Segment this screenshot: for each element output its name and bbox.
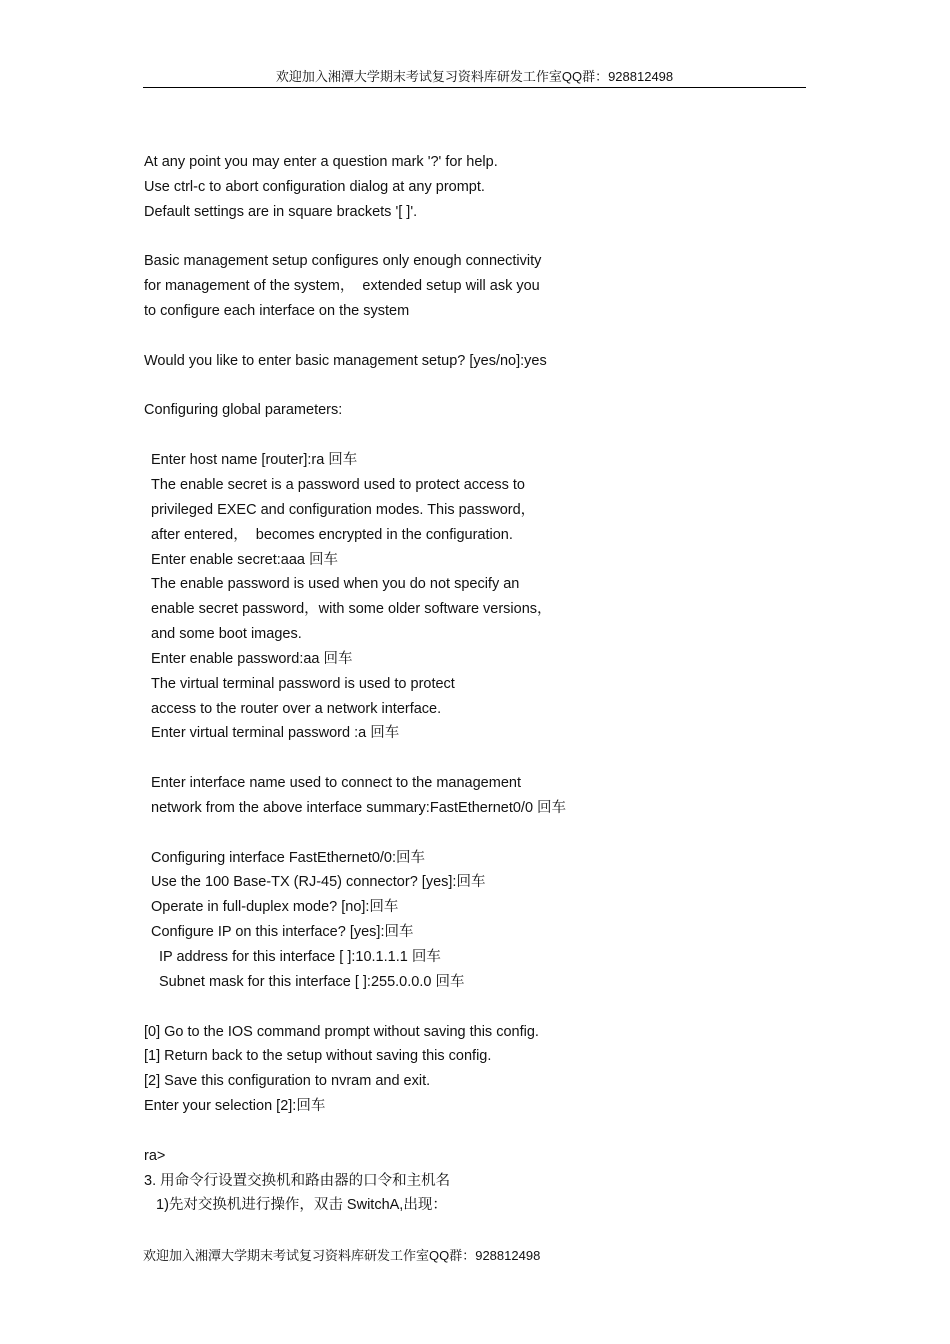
option-1: [1] Return back to the setup without saving this config. (144, 1048, 492, 1065)
password-enter-line: Enter enable password:aa 回车 (151, 650, 353, 667)
setup-prompt: Would you like to enter basic management setup? [yes/no]:yes (144, 352, 547, 369)
section-3-step-1: 1)先对交换机进行操作，双击 SwitchA,出现： (156, 1197, 447, 1214)
router-prompt: ra> (144, 1147, 166, 1164)
password-desc-3: and some boot images. (151, 626, 302, 643)
vty-enter-line: Enter virtual terminal password :a 回车 (151, 725, 400, 742)
blank-line (144, 995, 844, 1020)
blank-line (144, 821, 844, 846)
secret-desc-1: The enable secret is a password used to protect access to (151, 476, 525, 493)
mgmt-line-1: Enter interface name used to connect to the management (151, 775, 521, 792)
ip-address-line: IP address for this interface [ ]:10.1.1.1 回车 (159, 949, 441, 965)
iface-line-2: Use the 100 Base-TX (RJ-45) connector? [yes]:回车 (151, 874, 486, 891)
blank-line (144, 1119, 844, 1144)
page-header: 欢迎加入湘潭大学期末考试复习资料库研发工作室QQ群：928812498 (143, 67, 806, 88)
basic-line-3: to configure each interface on the system (144, 303, 410, 320)
intro-line-1: At any point you may enter a question mark '?' for help. (144, 154, 498, 170)
blank-line (144, 324, 844, 349)
blank-line (144, 746, 844, 771)
secret-desc-3: after entered， becomes encrypted in the configuration. (151, 526, 513, 543)
secret-desc-2: privileged EXEC and configuration modes. This password， (151, 501, 536, 518)
global-params-heading: Configuring global parameters: (144, 402, 343, 419)
iface-line-4: Configure IP on this interface? [yes]:回车 (151, 924, 414, 941)
secret-enter-line: Enter enable secret:aaa 回车 (151, 551, 338, 568)
subnet-mask-line: Subnet mask for this interface [ ]:255.0.0.0 回车 (159, 973, 465, 990)
section-3-title: 3. 用命令行设置交换机和路由器的口令和主机名 (144, 1172, 451, 1189)
selection-line: Enter your selection [2]:回车 (144, 1098, 326, 1115)
intro-line-2: Use ctrl-c to abort configuration dialog at any prompt. (144, 178, 485, 195)
page-footer: 欢迎加入湘潭大学期末考试复习资料库研发工作室QQ群：928812498 (143, 1248, 541, 1263)
blank-line (144, 225, 844, 250)
basic-line-2: for management of the system， extended setup will ask you (144, 278, 540, 295)
iface-line-3: Operate in full-duplex mode? [no]:回车 (151, 899, 399, 916)
intro-line-3: Default settings are in square brackets '[ ]'. (144, 203, 418, 220)
blank-line (144, 374, 844, 399)
password-desc-2: enable secret password，with some older software versions， (151, 601, 552, 618)
host-name-line: Enter host name [router]:ra 回车 (151, 452, 358, 469)
document-body (144, 150, 844, 1218)
option-0: [0] Go to the IOS command prompt without saving this config. (144, 1023, 539, 1040)
password-desc-1: The enable password is used when you do not specify an (151, 576, 520, 593)
vty-desc-1: The virtual terminal password is used to protect (151, 675, 455, 692)
option-2: [2] Save this configuration to nvram and exit. (144, 1073, 431, 1090)
vty-desc-2: access to the router over a network interface. (151, 700, 442, 717)
mgmt-line-2: network from the above interface summary:FastEthernet0/0 回车 (151, 799, 567, 816)
blank-line (144, 423, 844, 448)
iface-line-1: Configuring interface FastEthernet0/0:回车 (151, 849, 426, 866)
basic-line-1: Basic management setup configures only enough connectivity (144, 253, 542, 270)
